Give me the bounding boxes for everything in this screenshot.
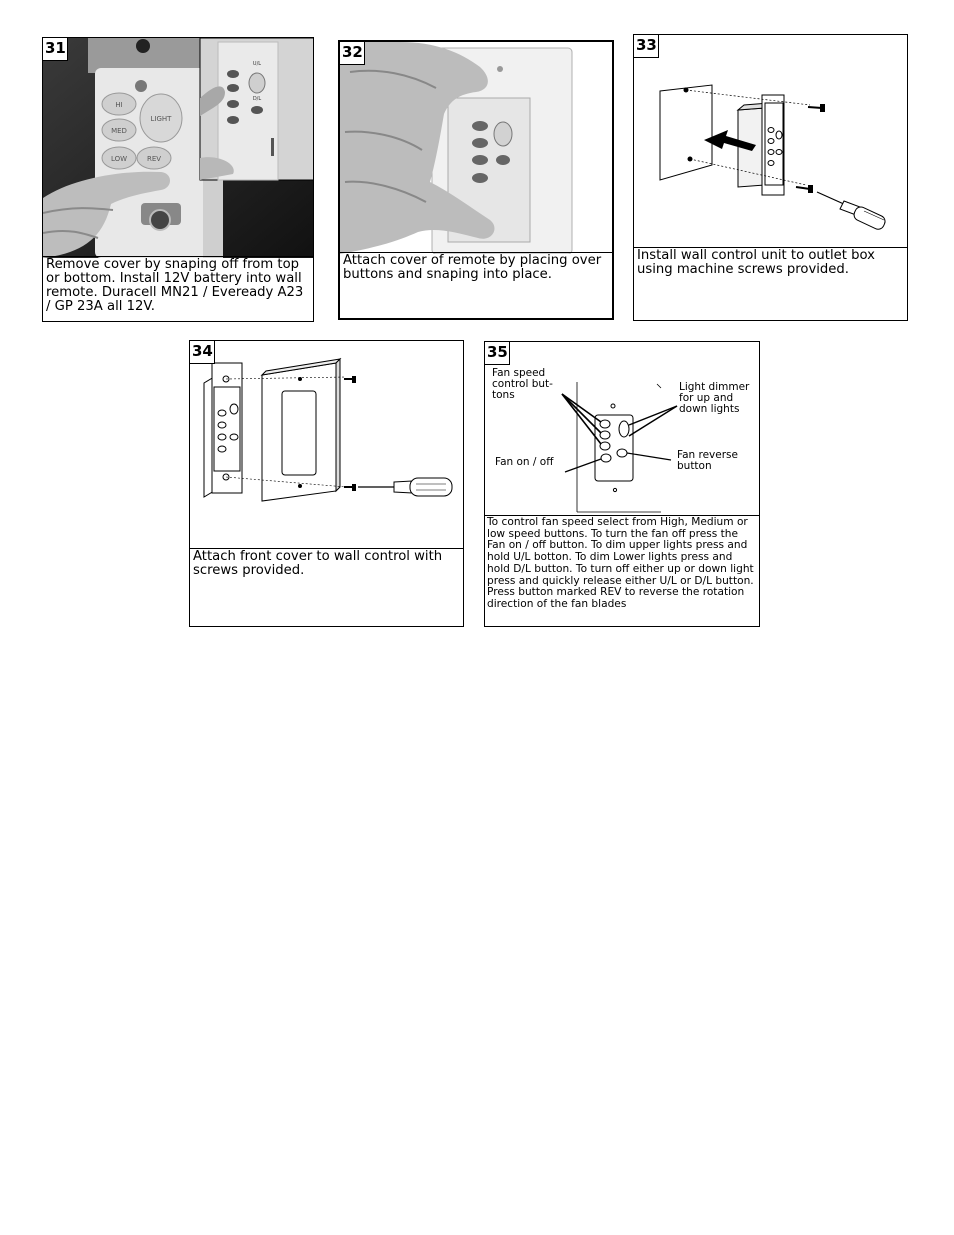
step-number: 34 xyxy=(189,340,215,364)
fan-on-off-label: Fan on / off xyxy=(495,456,554,468)
fan-speed-label: Fan speed control but- tons xyxy=(492,367,553,401)
light-button-label: LIGHT xyxy=(150,115,172,123)
step-34-panel xyxy=(189,340,464,627)
attach-front-cover-diagram xyxy=(190,341,463,549)
step-number: 35 xyxy=(484,341,510,365)
step-33-caption: Install wall control unit to outlet box using machine screws provided. xyxy=(634,247,907,320)
step-number: 33 xyxy=(633,34,659,58)
hi-button-label: HI xyxy=(115,101,123,109)
install-wall-control-diagram xyxy=(634,35,907,247)
step-35-panel xyxy=(484,341,760,627)
fan-reverse-label: Fan reverse button xyxy=(677,449,738,472)
dl-label: D/L xyxy=(252,96,262,102)
step-34-caption: Attach front cover to wall control with screws provided. xyxy=(190,548,463,626)
step-32-panel xyxy=(338,40,614,320)
step-35-caption: To control fan speed select from High, Medium or low speed buttons. To turn the fan off press the Fan on / off button. To dim upper lights press and hold U/L botton. To dim Lower lights press and hold D/L button. To turn off either up or down light press and quickly release either U/L or D/L button. Press button marked REV to reverse the rotation direction of the fan blades xyxy=(485,515,759,626)
rev-button-label: REV xyxy=(146,155,162,163)
step-31-caption: Remove cover by snaping off from top or bottom. Install 12V battery into wall remote. Duracell MN21 / Eveready A23 / GP 23A all 12V. xyxy=(43,256,313,321)
ul-label: U/L xyxy=(252,61,262,67)
attach-cover-photo xyxy=(340,42,612,254)
control-buttons-diagram xyxy=(485,342,759,517)
med-button-label: MED xyxy=(111,127,127,135)
low-button-label: LOW xyxy=(110,155,128,163)
step-31-panel xyxy=(42,37,314,322)
step-33-panel xyxy=(633,34,908,321)
step-number: 31 xyxy=(42,37,68,61)
step-32-caption: Attach cover of remote by placing over buttons and snaping into place. xyxy=(340,252,612,318)
light-dimmer-label: Light dimmer for up and down lights xyxy=(679,381,750,415)
step-number: 32 xyxy=(339,41,365,65)
battery-install-photo xyxy=(43,38,313,258)
